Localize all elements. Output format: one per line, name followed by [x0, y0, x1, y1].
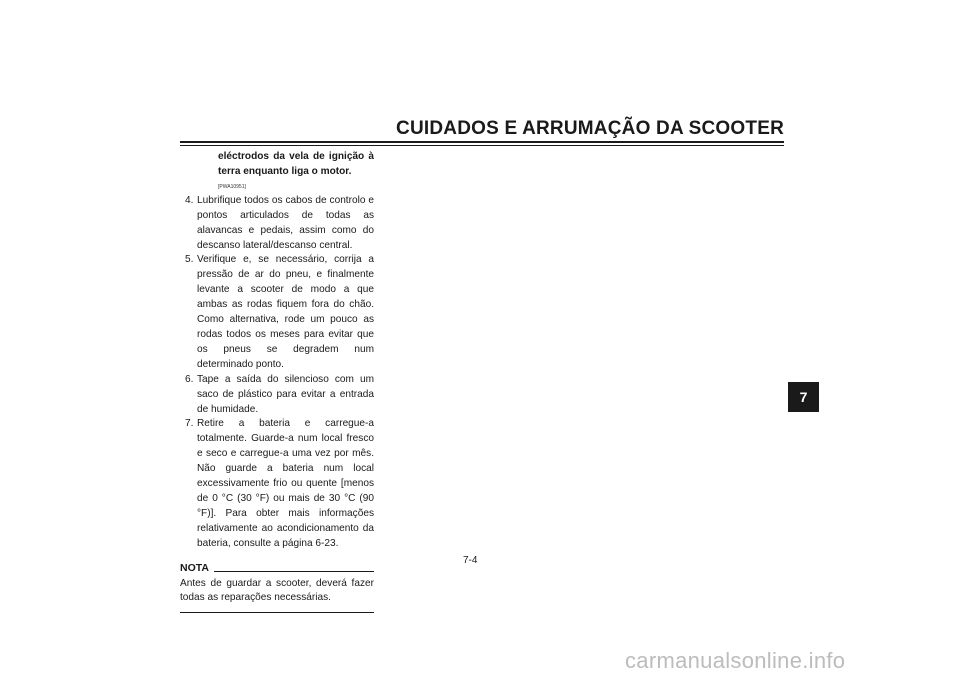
- list-item-number: 4.: [185, 194, 194, 206]
- list-item-text: Lubrifique todos os cabos de controlo e pontos articulados de todas as alavancas e pedais, assim como do descanso lateral/descanso central.: [197, 194, 374, 251]
- watermark: carmanualsonline.info: [625, 648, 846, 673]
- list-item: [180, 253, 374, 372]
- nota-end-rule: [180, 612, 374, 613]
- header-rule-thin: [180, 145, 784, 146]
- nota-header: [180, 560, 374, 576]
- list-item: [180, 373, 374, 418]
- nota-rule: [214, 571, 374, 572]
- list-item-text: Verifique e, se necessário, corrija a pressão de ar do pneu, e finalmente levante a scooter de modo a que ambas as rodas fiquem fora do chão. Como alternativa, rode um pouco as rodas todos os meses para evitar que os pneus se degradem num determinado ponto.: [197, 254, 374, 370]
- page-header-title: CUIDADOS E ARRUMAÇÃO DA SCOOTER: [396, 118, 784, 139]
- page-number: 7-4: [463, 555, 478, 566]
- list-item: [180, 194, 374, 254]
- list-item: [180, 417, 374, 551]
- list-item-number: 6.: [185, 373, 194, 385]
- list-item-number: 7.: [185, 418, 194, 430]
- header-rule-thick: [180, 141, 784, 143]
- nota-label: NOTA: [180, 561, 209, 574]
- warning-continuation: eléctrodos da vela de ignição à terra enquanto liga o motor.: [218, 151, 374, 177]
- list-item-number: 5.: [185, 254, 194, 266]
- list-item-text: Retire a bateria e carregue-a totalmente. Guarde-a num local fresco e seco e carregue-a uma vez por mês. Não guarde a bateria num local excessivamente frio ou quente [menos de 0 °C (30 °F) ou mais de 30 °C (90 °F)]. Para obter mais informações relativamente ao acondicionamento da bateria, consulte a página 6-23.: [197, 418, 374, 549]
- list-item-text: Tape a saída do silencioso com um saco de plástico para evitar a entrada de humidade.: [197, 373, 374, 415]
- nota-text: Antes de guardar a scooter, deverá fazer todas as reparações necessárias.: [180, 577, 374, 604]
- chapter-tab: 7: [788, 382, 819, 412]
- warning-code: [PWA10951]: [218, 183, 246, 190]
- text-column: [180, 150, 374, 613]
